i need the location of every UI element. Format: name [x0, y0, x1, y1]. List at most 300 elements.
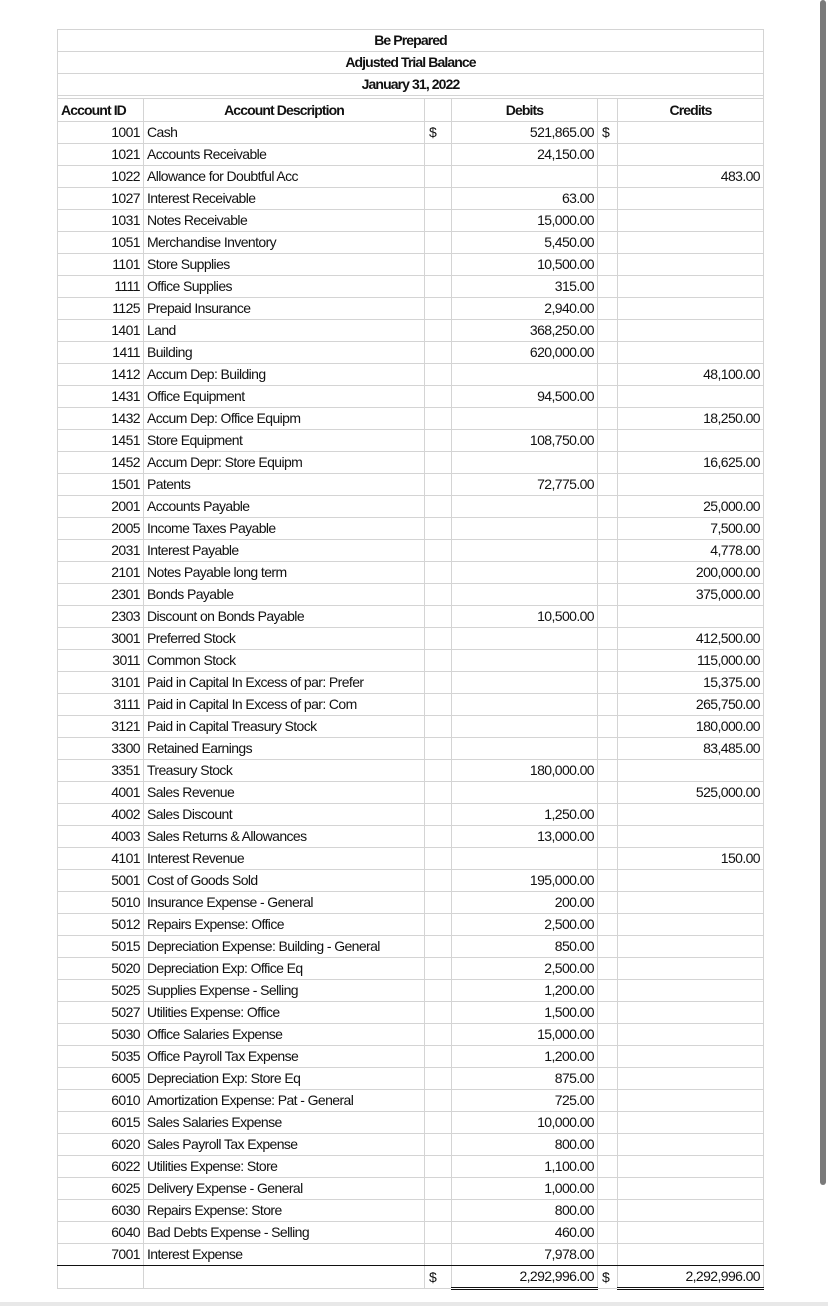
credit-cell[interactable]	[618, 892, 764, 914]
debit-dollar-sign[interactable]	[425, 936, 452, 958]
debit-dollar-sign[interactable]	[425, 1024, 452, 1046]
debit-dollar-sign[interactable]	[425, 782, 452, 804]
account-description-cell[interactable]: Accum Depr: Store Equipm	[144, 452, 425, 474]
debit-dollar-sign[interactable]	[425, 804, 452, 826]
credit-cell[interactable]	[618, 1244, 764, 1266]
account-description-cell[interactable]: Preferred Stock	[144, 628, 425, 650]
account-id-cell[interactable]: 6040	[58, 1222, 144, 1244]
debit-cell[interactable]: 725.00	[452, 1090, 598, 1112]
account-description-cell[interactable]: Income Taxes Payable	[144, 518, 425, 540]
credit-dollar-sign[interactable]	[598, 826, 618, 848]
debit-cell[interactable]	[452, 562, 598, 584]
debit-dollar-sign[interactable]	[425, 452, 452, 474]
debit-cell[interactable]	[452, 848, 598, 870]
debit-cell[interactable]: 521,865.00	[452, 122, 598, 144]
credit-dollar-sign[interactable]	[598, 474, 618, 496]
account-description-cell[interactable]: Amortization Expense: Pat - General	[144, 1090, 425, 1112]
credit-cell[interactable]	[618, 606, 764, 628]
credit-dollar-sign[interactable]	[598, 958, 618, 980]
credit-cell[interactable]	[618, 210, 764, 232]
account-id-cell[interactable]: 6005	[58, 1068, 144, 1090]
credit-dollar-sign[interactable]	[598, 1024, 618, 1046]
account-id-cell[interactable]: 1022	[58, 166, 144, 188]
credit-dollar-sign[interactable]	[598, 782, 618, 804]
debit-cell[interactable]	[452, 650, 598, 672]
account-id-cell[interactable]: 1125	[58, 298, 144, 320]
account-description-cell[interactable]: Patents	[144, 474, 425, 496]
account-id-cell[interactable]: 3111	[58, 694, 144, 716]
credit-cell[interactable]: 265,750.00	[618, 694, 764, 716]
credit-dollar-sign[interactable]	[598, 1002, 618, 1024]
credit-dollar-sign[interactable]	[598, 386, 618, 408]
account-id-cell[interactable]: 1001	[58, 122, 144, 144]
account-description-cell[interactable]: Office Salaries Expense	[144, 1024, 425, 1046]
debit-dollar-sign[interactable]	[425, 694, 452, 716]
credit-cell[interactable]: 483.00	[618, 166, 764, 188]
debit-cell[interactable]	[452, 496, 598, 518]
debit-cell[interactable]	[452, 518, 598, 540]
credit-cell[interactable]	[618, 430, 764, 452]
credit-cell[interactable]	[618, 1002, 764, 1024]
credit-cell[interactable]	[618, 804, 764, 826]
debit-dollar-sign[interactable]	[425, 870, 452, 892]
credit-dollar-sign[interactable]	[598, 936, 618, 958]
debit-cell[interactable]: 1,500.00	[452, 1002, 598, 1024]
debit-cell[interactable]: 63.00	[452, 188, 598, 210]
credit-dollar-sign[interactable]	[598, 606, 618, 628]
debit-cell[interactable]	[452, 716, 598, 738]
credit-dollar-sign[interactable]	[598, 848, 618, 870]
total-credit-dollar-sign[interactable]: $	[598, 1266, 618, 1289]
debit-dollar-sign[interactable]	[425, 672, 452, 694]
account-description-cell[interactable]: Repairs Expense: Store	[144, 1200, 425, 1222]
account-description-cell[interactable]: Paid in Capital Treasury Stock	[144, 716, 425, 738]
account-id-cell[interactable]: 1412	[58, 364, 144, 386]
credit-dollar-sign[interactable]	[598, 1178, 618, 1200]
credit-dollar-sign[interactable]	[598, 870, 618, 892]
credit-cell[interactable]	[618, 1200, 764, 1222]
debit-dollar-sign[interactable]	[425, 892, 452, 914]
debit-dollar-sign[interactable]	[425, 342, 452, 364]
debit-dollar-sign[interactable]	[425, 430, 452, 452]
debit-dollar-sign[interactable]	[425, 254, 452, 276]
debit-dollar-sign[interactable]	[425, 166, 452, 188]
credit-dollar-sign[interactable]	[598, 254, 618, 276]
debit-dollar-sign[interactable]	[425, 320, 452, 342]
credit-dollar-sign[interactable]	[598, 760, 618, 782]
account-description-cell[interactable]: Notes Payable long term	[144, 562, 425, 584]
credit-dollar-sign[interactable]	[598, 496, 618, 518]
credit-cell[interactable]	[618, 760, 764, 782]
debit-cell[interactable]: 620,000.00	[452, 342, 598, 364]
account-description-cell[interactable]: Repairs Expense: Office	[144, 914, 425, 936]
account-id-cell[interactable]: 1501	[58, 474, 144, 496]
account-id-cell[interactable]: 1451	[58, 430, 144, 452]
account-description-cell[interactable]: Notes Receivable	[144, 210, 425, 232]
credit-dollar-sign[interactable]	[598, 1200, 618, 1222]
debit-dollar-sign[interactable]	[425, 606, 452, 628]
credit-dollar-sign[interactable]	[598, 144, 618, 166]
account-description-cell[interactable]: Cash	[144, 122, 425, 144]
credit-dollar-sign[interactable]	[598, 562, 618, 584]
debit-dollar-sign[interactable]	[425, 1002, 452, 1024]
credit-dollar-sign[interactable]	[598, 408, 618, 430]
account-id-cell[interactable]: 4003	[58, 826, 144, 848]
account-id-cell[interactable]: 3351	[58, 760, 144, 782]
account-description-cell[interactable]: Supplies Expense - Selling	[144, 980, 425, 1002]
account-description-cell[interactable]: Interest Revenue	[144, 848, 425, 870]
debit-cell[interactable]: 2,500.00	[452, 914, 598, 936]
credit-cell[interactable]	[618, 188, 764, 210]
account-description-cell[interactable]: Interest Expense	[144, 1244, 425, 1266]
account-id-cell[interactable]: 1031	[58, 210, 144, 232]
account-description-cell[interactable]: Land	[144, 320, 425, 342]
debit-dollar-sign[interactable]	[425, 144, 452, 166]
account-description-cell[interactable]: Utilities Expense: Office	[144, 1002, 425, 1024]
debit-cell[interactable]: 72,775.00	[452, 474, 598, 496]
debit-dollar-sign[interactable]	[425, 650, 452, 672]
account-id-cell[interactable]: 5027	[58, 1002, 144, 1024]
debit-dollar-sign[interactable]	[425, 628, 452, 650]
credit-dollar-sign[interactable]	[598, 1222, 618, 1244]
credit-cell[interactable]	[618, 232, 764, 254]
account-description-cell[interactable]: Store Supplies	[144, 254, 425, 276]
debit-dollar-sign[interactable]: $	[425, 122, 452, 144]
debit-cell[interactable]: 1,000.00	[452, 1178, 598, 1200]
debit-dollar-sign[interactable]	[425, 716, 452, 738]
credit-dollar-sign[interactable]	[598, 914, 618, 936]
totals-label-cell[interactable]	[144, 1266, 425, 1289]
debit-dollar-sign[interactable]	[425, 958, 452, 980]
debit-cell[interactable]	[452, 782, 598, 804]
account-id-cell[interactable]: 1021	[58, 144, 144, 166]
account-description-cell[interactable]: Retained Earnings	[144, 738, 425, 760]
account-id-cell[interactable]: 5001	[58, 870, 144, 892]
account-description-cell[interactable]: Discount on Bonds Payable	[144, 606, 425, 628]
account-description-cell[interactable]: Sales Payroll Tax Expense	[144, 1134, 425, 1156]
vertical-scrollbar[interactable]	[820, 0, 826, 1185]
credit-cell[interactable]: 48,100.00	[618, 364, 764, 386]
account-description-cell[interactable]: Accum Dep: Office Equipm	[144, 408, 425, 430]
account-id-cell[interactable]: 5035	[58, 1046, 144, 1068]
credit-cell[interactable]: 15,375.00	[618, 672, 764, 694]
debit-cell[interactable]: 1,200.00	[452, 980, 598, 1002]
debit-dollar-sign[interactable]	[425, 848, 452, 870]
debit-dollar-sign[interactable]	[425, 1156, 452, 1178]
debit-cell[interactable]: 10,000.00	[452, 1112, 598, 1134]
credit-cell[interactable]	[618, 342, 764, 364]
account-id-cell[interactable]: 1051	[58, 232, 144, 254]
account-id-cell[interactable]: 1401	[58, 320, 144, 342]
debit-dollar-sign[interactable]	[425, 496, 452, 518]
credit-dollar-sign[interactable]	[598, 298, 618, 320]
credit-cell[interactable]	[618, 1112, 764, 1134]
account-description-cell[interactable]: Interest Receivable	[144, 188, 425, 210]
account-description-cell[interactable]: Interest Payable	[144, 540, 425, 562]
credit-dollar-sign[interactable]	[598, 1244, 618, 1266]
debit-cell[interactable]	[452, 166, 598, 188]
account-description-cell[interactable]: Bad Debts Expense - Selling	[144, 1222, 425, 1244]
debit-dollar-sign[interactable]	[425, 1112, 452, 1134]
account-description-cell[interactable]: Merchandise Inventory	[144, 232, 425, 254]
credit-dollar-sign[interactable]	[598, 1068, 618, 1090]
credit-dollar-sign[interactable]	[598, 232, 618, 254]
account-id-cell[interactable]: 2301	[58, 584, 144, 606]
account-id-cell[interactable]: 4002	[58, 804, 144, 826]
credit-cell[interactable]	[618, 1178, 764, 1200]
debit-dollar-sign[interactable]	[425, 474, 452, 496]
account-id-cell[interactable]: 6022	[58, 1156, 144, 1178]
debit-dollar-sign[interactable]	[425, 562, 452, 584]
credit-dollar-sign[interactable]	[598, 892, 618, 914]
credit-cell[interactable]: 200,000.00	[618, 562, 764, 584]
credit-cell[interactable]	[618, 1024, 764, 1046]
debit-cell[interactable]: 315.00	[452, 276, 598, 298]
debit-dollar-sign[interactable]	[425, 210, 452, 232]
credit-cell[interactable]	[618, 1046, 764, 1068]
debit-dollar-sign[interactable]	[425, 276, 452, 298]
credit-cell[interactable]: 150.00	[618, 848, 764, 870]
debit-cell[interactable]: 2,500.00	[452, 958, 598, 980]
credit-cell[interactable]	[618, 980, 764, 1002]
account-id-cell[interactable]: 1431	[58, 386, 144, 408]
credit-cell[interactable]: 375,000.00	[618, 584, 764, 606]
debit-dollar-sign[interactable]	[425, 1178, 452, 1200]
credit-cell[interactable]	[618, 122, 764, 144]
credit-cell[interactable]: 180,000.00	[618, 716, 764, 738]
account-id-cell[interactable]: 1411	[58, 342, 144, 364]
debit-cell[interactable]: 15,000.00	[452, 1024, 598, 1046]
debit-cell[interactable]: 368,250.00	[452, 320, 598, 342]
account-id-cell[interactable]: 6025	[58, 1178, 144, 1200]
account-description-cell[interactable]: Paid in Capital In Excess of par: Prefer	[144, 672, 425, 694]
account-description-cell[interactable]: Utilities Expense: Store	[144, 1156, 425, 1178]
credit-cell[interactable]	[618, 1134, 764, 1156]
account-id-cell[interactable]: 1027	[58, 188, 144, 210]
debit-dollar-sign[interactable]	[425, 1068, 452, 1090]
account-id-cell[interactable]: 3121	[58, 716, 144, 738]
credit-dollar-sign[interactable]	[598, 364, 618, 386]
debit-dollar-sign[interactable]	[425, 1134, 452, 1156]
credit-dollar-sign[interactable]	[598, 628, 618, 650]
debit-cell[interactable]: 460.00	[452, 1222, 598, 1244]
credit-cell[interactable]: 525,000.00	[618, 782, 764, 804]
debit-cell[interactable]	[452, 672, 598, 694]
credit-cell[interactable]: 115,000.00	[618, 650, 764, 672]
credit-dollar-sign[interactable]	[598, 738, 618, 760]
debit-cell[interactable]	[452, 452, 598, 474]
account-description-cell[interactable]: Delivery Expense - General	[144, 1178, 425, 1200]
account-id-cell[interactable]: 5015	[58, 936, 144, 958]
credit-cell[interactable]	[618, 386, 764, 408]
account-id-cell[interactable]: 3300	[58, 738, 144, 760]
debit-cell[interactable]: 195,000.00	[452, 870, 598, 892]
debit-dollar-sign[interactable]	[425, 386, 452, 408]
credit-cell[interactable]	[618, 826, 764, 848]
credit-dollar-sign[interactable]	[598, 1046, 618, 1068]
total-debits[interactable]: 2,292,996.00	[452, 1266, 598, 1289]
account-description-cell[interactable]: Office Payroll Tax Expense	[144, 1046, 425, 1068]
credit-dollar-sign[interactable]	[598, 650, 618, 672]
debit-cell[interactable]: 2,940.00	[452, 298, 598, 320]
credit-cell[interactable]	[618, 144, 764, 166]
account-id-cell[interactable]: 4101	[58, 848, 144, 870]
debit-cell[interactable]: 180,000.00	[452, 760, 598, 782]
debit-cell[interactable]	[452, 540, 598, 562]
debit-dollar-sign[interactable]	[425, 540, 452, 562]
debit-cell[interactable]: 24,150.00	[452, 144, 598, 166]
account-description-cell[interactable]: Accounts Receivable	[144, 144, 425, 166]
credit-dollar-sign[interactable]	[598, 188, 618, 210]
credit-cell[interactable]	[618, 958, 764, 980]
debit-cell[interactable]: 10,500.00	[452, 254, 598, 276]
credit-dollar-sign[interactable]	[598, 1090, 618, 1112]
account-description-cell[interactable]: Building	[144, 342, 425, 364]
credit-dollar-sign[interactable]	[598, 430, 618, 452]
debit-dollar-sign[interactable]	[425, 408, 452, 430]
account-id-cell[interactable]: 6015	[58, 1112, 144, 1134]
debit-cell[interactable]: 1,200.00	[452, 1046, 598, 1068]
credit-cell[interactable]	[618, 254, 764, 276]
account-id-cell[interactable]: 6030	[58, 1200, 144, 1222]
account-description-cell[interactable]: Prepaid Insurance	[144, 298, 425, 320]
totals-id-cell[interactable]	[58, 1266, 144, 1289]
account-description-cell[interactable]: Allowance for Doubtful Acc	[144, 166, 425, 188]
credit-cell[interactable]: 18,250.00	[618, 408, 764, 430]
account-id-cell[interactable]: 5020	[58, 958, 144, 980]
account-description-cell[interactable]: Depreciation Exp: Store Eq	[144, 1068, 425, 1090]
debit-cell[interactable]: 1,100.00	[452, 1156, 598, 1178]
credit-dollar-sign[interactable]	[598, 1112, 618, 1134]
account-description-cell[interactable]: Depreciation Exp: Office Eq	[144, 958, 425, 980]
credit-cell[interactable]	[618, 1068, 764, 1090]
credit-dollar-sign[interactable]	[598, 716, 618, 738]
credit-dollar-sign[interactable]	[598, 1134, 618, 1156]
total-credits[interactable]: 2,292,996.00	[618, 1266, 764, 1289]
credit-dollar-sign[interactable]	[598, 694, 618, 716]
debit-cell[interactable]: 800.00	[452, 1200, 598, 1222]
debit-dollar-sign[interactable]	[425, 298, 452, 320]
debit-cell[interactable]	[452, 584, 598, 606]
credit-cell[interactable]	[618, 1156, 764, 1178]
credit-cell[interactable]: 83,485.00	[618, 738, 764, 760]
debit-cell[interactable]: 850.00	[452, 936, 598, 958]
account-description-cell[interactable]: Store Equipment	[144, 430, 425, 452]
total-debit-dollar-sign[interactable]: $	[425, 1266, 452, 1289]
credit-dollar-sign[interactable]	[598, 210, 618, 232]
debit-dollar-sign[interactable]	[425, 980, 452, 1002]
debit-dollar-sign[interactable]	[425, 188, 452, 210]
credit-cell[interactable]	[618, 1090, 764, 1112]
debit-dollar-sign[interactable]	[425, 760, 452, 782]
account-description-cell[interactable]: Office Equipment	[144, 386, 425, 408]
account-id-cell[interactable]: 3001	[58, 628, 144, 650]
credit-cell[interactable]: 412,500.00	[618, 628, 764, 650]
account-description-cell[interactable]: Cost of Goods Sold	[144, 870, 425, 892]
account-id-cell[interactable]: 6010	[58, 1090, 144, 1112]
credit-cell[interactable]	[618, 298, 764, 320]
credit-cell[interactable]	[618, 914, 764, 936]
credit-dollar-sign[interactable]	[598, 804, 618, 826]
account-id-cell[interactable]: 6020	[58, 1134, 144, 1156]
credit-dollar-sign[interactable]	[598, 342, 618, 364]
credit-dollar-sign[interactable]	[598, 584, 618, 606]
account-id-cell[interactable]: 7001	[58, 1244, 144, 1266]
account-description-cell[interactable]: Office Supplies	[144, 276, 425, 298]
account-description-cell[interactable]: Treasury Stock	[144, 760, 425, 782]
account-id-cell[interactable]: 5025	[58, 980, 144, 1002]
account-description-cell[interactable]: Paid in Capital In Excess of par: Com	[144, 694, 425, 716]
account-id-cell[interactable]: 2303	[58, 606, 144, 628]
debit-dollar-sign[interactable]	[425, 584, 452, 606]
credit-dollar-sign[interactable]	[598, 540, 618, 562]
credit-dollar-sign[interactable]	[598, 1156, 618, 1178]
account-description-cell[interactable]: Common Stock	[144, 650, 425, 672]
credit-dollar-sign[interactable]	[598, 518, 618, 540]
account-id-cell[interactable]: 1452	[58, 452, 144, 474]
account-description-cell[interactable]: Sales Returns & Allowances	[144, 826, 425, 848]
account-id-cell[interactable]: 2005	[58, 518, 144, 540]
account-id-cell[interactable]: 1111	[58, 276, 144, 298]
credit-cell[interactable]	[618, 276, 764, 298]
debit-dollar-sign[interactable]	[425, 1222, 452, 1244]
debit-dollar-sign[interactable]	[425, 232, 452, 254]
debit-dollar-sign[interactable]	[425, 1090, 452, 1112]
account-id-cell[interactable]: 5010	[58, 892, 144, 914]
debit-dollar-sign[interactable]	[425, 914, 452, 936]
debit-cell[interactable]	[452, 694, 598, 716]
debit-cell[interactable]	[452, 364, 598, 386]
credit-cell[interactable]	[618, 320, 764, 342]
debit-dollar-sign[interactable]	[425, 1244, 452, 1266]
account-id-cell[interactable]: 4001	[58, 782, 144, 804]
debit-cell[interactable]: 875.00	[452, 1068, 598, 1090]
credit-dollar-sign[interactable]	[598, 672, 618, 694]
debit-cell[interactable]: 5,450.00	[452, 232, 598, 254]
debit-cell[interactable]	[452, 408, 598, 430]
debit-cell[interactable]: 1,250.00	[452, 804, 598, 826]
debit-dollar-sign[interactable]	[425, 364, 452, 386]
debit-dollar-sign[interactable]	[425, 1046, 452, 1068]
debit-dollar-sign[interactable]	[425, 738, 452, 760]
credit-cell[interactable]	[618, 936, 764, 958]
debit-dollar-sign[interactable]	[425, 826, 452, 848]
credit-dollar-sign[interactable]	[598, 276, 618, 298]
account-id-cell[interactable]: 2031	[58, 540, 144, 562]
account-id-cell[interactable]: 5012	[58, 914, 144, 936]
credit-dollar-sign[interactable]	[598, 320, 618, 342]
account-id-cell[interactable]: 1432	[58, 408, 144, 430]
credit-dollar-sign[interactable]	[598, 166, 618, 188]
credit-cell[interactable]	[618, 474, 764, 496]
debit-cell[interactable]	[452, 738, 598, 760]
account-description-cell[interactable]: Bonds Payable	[144, 584, 425, 606]
debit-cell[interactable]: 10,500.00	[452, 606, 598, 628]
credit-cell[interactable]	[618, 870, 764, 892]
credit-cell[interactable]: 7,500.00	[618, 518, 764, 540]
account-description-cell[interactable]: Depreciation Expense: Building - General	[144, 936, 425, 958]
debit-cell[interactable]	[452, 628, 598, 650]
debit-cell[interactable]: 94,500.00	[452, 386, 598, 408]
account-id-cell[interactable]: 1101	[58, 254, 144, 276]
credit-dollar-sign[interactable]: $	[598, 122, 618, 144]
account-description-cell[interactable]: Sales Salaries Expense	[144, 1112, 425, 1134]
debit-cell[interactable]: 108,750.00	[452, 430, 598, 452]
account-id-cell[interactable]: 3101	[58, 672, 144, 694]
credit-dollar-sign[interactable]	[598, 980, 618, 1002]
account-description-cell[interactable]: Sales Revenue	[144, 782, 425, 804]
credit-cell[interactable]: 25,000.00	[618, 496, 764, 518]
